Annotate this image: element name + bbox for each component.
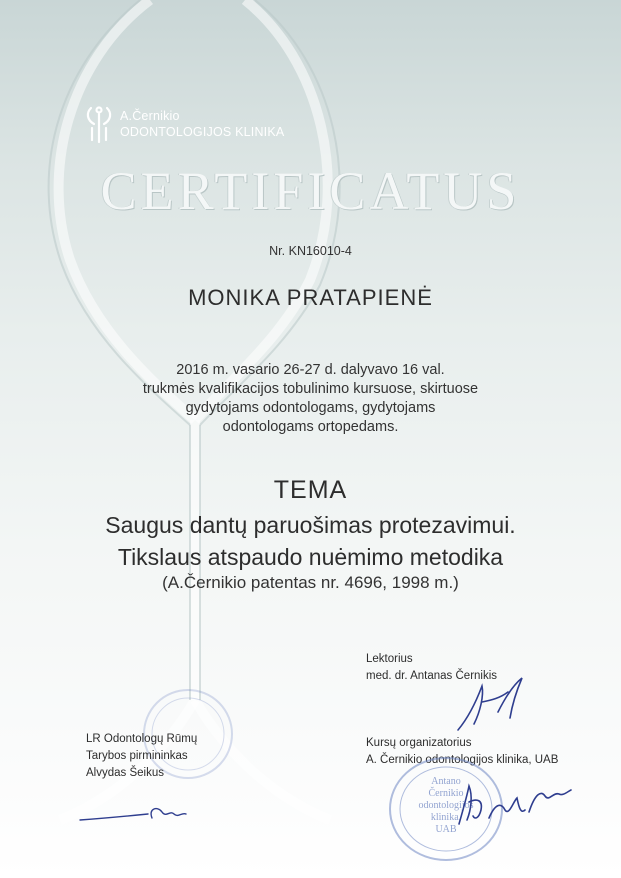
lecturer-role: Lektorius	[366, 653, 413, 665]
lecturer-name: med. dr. Antanas Černikis	[366, 670, 498, 682]
clinic-logo	[84, 104, 284, 146]
body-line: odontologams ortopedams.	[222, 419, 399, 435]
body-line: trukmės kvalifikacijos tobulinimo kursuose, skirtuose	[142, 381, 479, 397]
certificate-body	[0, 361, 621, 437]
stamp-line3: odontologijos	[418, 800, 474, 811]
theme-line: Saugus dantų paruošimas protezavimui.	[105, 512, 516, 538]
stamp-line1: Antano	[431, 776, 461, 787]
chamber-signature-block	[86, 731, 197, 782]
theme-heading: TEMA	[273, 476, 348, 504]
body-line: 2016 m. vasario 26-27 d. dalyvavo 16 val.	[176, 362, 445, 378]
certificate-title: CERTIFICATUS	[100, 161, 521, 221]
certificate-number: Nr. KN16010-4	[269, 244, 352, 258]
theme-lines	[0, 509, 621, 573]
organizer-role: Kursų organizatorius	[366, 737, 472, 749]
theme-patent: (A.Černikio patentas nr. 4696, 1998 m.)	[162, 573, 459, 592]
clinic-logo-line2: ODONTOLOGIJOS KLINIKA	[120, 125, 285, 139]
stamp-line2: Černikio	[428, 788, 464, 799]
chamber-line3: Alvydas Šeikus	[86, 767, 164, 779]
organizer-name: A. Černikio odontologijos klinika, UAB	[366, 754, 559, 766]
lecturer-signature	[452, 672, 532, 734]
theme-line: Tikslaus atspaudo nuėmimo metodika	[117, 544, 504, 570]
recipient-name: MONIKA PRATAPIENĖ	[188, 285, 433, 310]
stamp-line5: UAB	[435, 824, 457, 835]
clinic-logo-line1: A.Černikio	[120, 109, 180, 123]
chamber-line2: Tarybos pirmininkas	[86, 750, 188, 762]
organizer-signature	[455, 780, 575, 830]
stamp-line4: klinika,	[430, 812, 462, 823]
clinic-logo-icon	[84, 104, 114, 146]
chamber-signature	[78, 800, 190, 828]
body-line: gydytojams odontologams, gydytojams	[185, 400, 436, 416]
chamber-line1: LR Odontologų Rūmų	[86, 733, 198, 745]
